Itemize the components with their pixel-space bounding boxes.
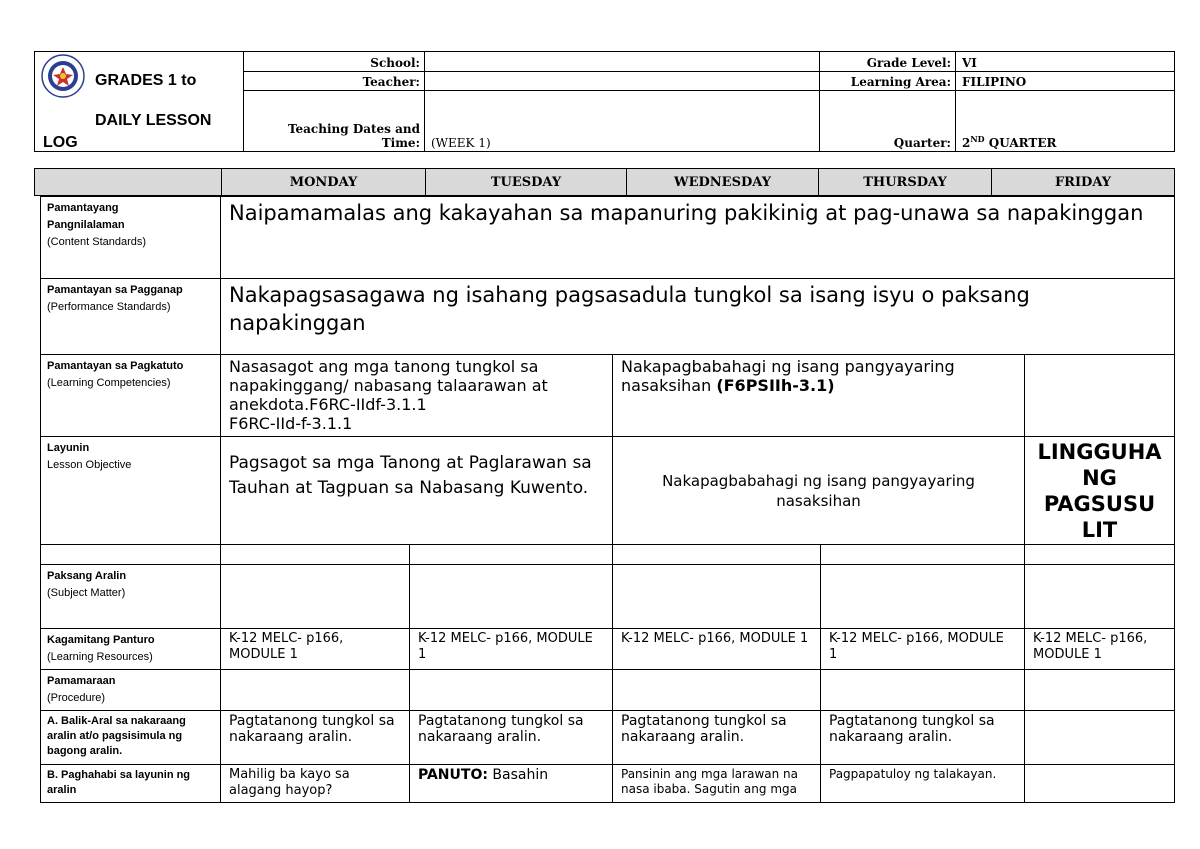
days-corner-cell: [35, 169, 222, 196]
content-standards-row: [41, 197, 1175, 279]
competencies-friday[interactable]: [1025, 355, 1175, 437]
lesson-objective-label: Layunin Lesson Objective: [41, 437, 221, 545]
day-monday: MONDAY: [222, 169, 426, 196]
blank-cell[interactable]: [821, 545, 1025, 565]
grade-level-value[interactable]: VI: [956, 52, 1175, 72]
objective-wed-thu[interactable]: Nakapagbabahagi ng isang pangyayaring nasaksihan: [613, 437, 1025, 545]
resources-fri[interactable]: K-12 MELC- p166, MODULE 1: [1025, 629, 1175, 670]
balik-aral-fri[interactable]: [1025, 711, 1175, 765]
school-label: School:: [244, 52, 425, 72]
balik-aral-tue[interactable]: Pagtatanong tungkol sa nakaraang aralin.: [410, 711, 613, 765]
learning-resources-label: Kagamitang Panturo (Learning Resources): [41, 629, 221, 670]
balik-aral-thu[interactable]: Pagtatanong tungkol sa nakaraang aralin.: [821, 711, 1025, 765]
learning-competencies-label: Pamantayan sa Pagkatuto (Learning Competencies): [41, 355, 221, 437]
quarter-number: 2: [962, 136, 971, 150]
blank-cell[interactable]: [613, 545, 821, 565]
day-tuesday: TUESDAY: [426, 169, 627, 196]
teaching-dates-label: [244, 91, 425, 152]
competencies-mon-tue[interactable]: Nasasagot ang mga tanong tungkol sa napakinggang/ nabasang talaarawan at anekdota.F6RC-IIdf-3.1.1 F6RC-IId-f-3.1.1: [221, 355, 613, 437]
deped-seal-icon: [41, 54, 85, 98]
procedure-row: [41, 670, 1175, 711]
resources-wed[interactable]: K-12 MELC- p166, MODULE 1: [613, 629, 821, 670]
resources-mon[interactable]: K-12 MELC- p166, MODULE 1: [221, 629, 410, 670]
subject-matter-label: Paksang Aralin (Subject Matter): [41, 565, 221, 629]
subject-fri[interactable]: [1025, 565, 1175, 629]
teaching-dates-label-line2: Time:: [381, 136, 420, 150]
title-line-2: DAILY LESSON: [95, 112, 212, 129]
paghahabi-tue[interactable]: [410, 765, 613, 803]
subject-wed[interactable]: [613, 565, 821, 629]
content-standards-label: Pamantayang Pangnilalaman (Content Standards): [41, 197, 221, 279]
friday-line-4: LIT: [1081, 517, 1118, 542]
blank-cell: [41, 545, 221, 565]
friday-line-3: PAGSUSU: [1043, 491, 1156, 516]
blank-cell[interactable]: [221, 545, 410, 565]
title-cell: [35, 52, 244, 152]
teaching-dates-label-line1: Teaching Dates and: [287, 122, 420, 136]
procedure-fri[interactable]: [1025, 670, 1175, 711]
subject-thu[interactable]: [821, 565, 1025, 629]
paghahabi-row: [41, 765, 1175, 803]
balik-aral-wed[interactable]: Pagtatanong tungkol sa nakaraang aralin.: [613, 711, 821, 765]
resources-tue[interactable]: K-12 MELC- p166, MODULE 1: [410, 629, 613, 670]
balik-aral-row: [41, 711, 1175, 765]
paghahabi-fri[interactable]: [1025, 765, 1175, 803]
header-table: [34, 51, 1175, 152]
paghahabi-label: B. Paghahabi sa layunin ng aralin: [41, 765, 221, 803]
days-header-row: [34, 168, 1175, 196]
paghahabi-thu[interactable]: Pagpapatuloy ng talakayan.: [821, 765, 1025, 803]
quarter-value[interactable]: [956, 91, 1175, 152]
performance-standards-row: [41, 279, 1175, 355]
day-wednesday: WEDNESDAY: [627, 169, 819, 196]
procedure-mon[interactable]: [221, 670, 410, 711]
procedure-tue[interactable]: [410, 670, 613, 711]
panuto-text: Basahin: [487, 767, 549, 783]
lesson-objective-row: [41, 437, 1175, 545]
lesson-log-table: [40, 196, 1175, 803]
title-line-3: LOG: [43, 134, 78, 151]
performance-standards-text[interactable]: Nakapagsasagawa ng isahang pagsasadula tungkol sa isang isyu o paksang napakinggan: [221, 279, 1175, 355]
procedure-wed[interactable]: [613, 670, 821, 711]
school-value[interactable]: [425, 52, 820, 72]
paghahabi-wed[interactable]: Pansinin ang mga larawan na nasa ibaba. Sagutin ang mga: [613, 765, 821, 803]
quarter-word: QUARTER: [988, 136, 1057, 150]
friday-line-2: NG: [1082, 465, 1117, 490]
blank-row: [41, 545, 1175, 565]
objective-mon-tue[interactable]: Pagsagot sa mga Tanong at Paglarawan sa Tauhan at Tagpuan sa Nabasang Kuwento.: [221, 437, 613, 545]
teacher-value[interactable]: [425, 72, 820, 91]
objective-friday[interactable]: [1025, 437, 1175, 545]
blank-cell[interactable]: [410, 545, 613, 565]
teacher-label: Teacher:: [244, 72, 425, 91]
day-thursday: THURSDAY: [819, 169, 992, 196]
procedure-thu[interactable]: [821, 670, 1025, 711]
paghahabi-mon[interactable]: Mahilig ba kayo sa alagang hayop?: [221, 765, 410, 803]
balik-aral-label: A. Balik-Aral sa nakaraang aralin at/o pagsisimula ng bagong aralin.: [41, 711, 221, 765]
day-friday: FRIDAY: [992, 169, 1175, 196]
quarter-suffix: ND: [970, 134, 985, 144]
title-line-1: GRADES 1 to: [95, 72, 197, 89]
grade-level-label: Grade Level:: [820, 52, 956, 72]
subject-tue[interactable]: [410, 565, 613, 629]
quarter-label: Quarter:: [820, 91, 956, 152]
resources-thu[interactable]: K-12 MELC- p166, MODULE 1: [821, 629, 1025, 670]
subject-matter-row: [41, 565, 1175, 629]
competencies-wed-thu[interactable]: Nakapagbabahagi ng isang pangyayaring nasaksihan (F6PSIIh-3.1): [613, 355, 1025, 437]
performance-standards-label: Pamantayan sa Pagganap (Performance Standards): [41, 279, 221, 355]
teaching-dates-value[interactable]: (WEEK 1): [425, 91, 820, 152]
blank-cell[interactable]: [1025, 545, 1175, 565]
learning-area-label: Learning Area:: [820, 72, 956, 91]
content-standards-text[interactable]: Naipamamalas ang kakayahan sa mapanuring pakikinig at pag-unawa sa napakinggan: [221, 197, 1175, 279]
learning-resources-row: [41, 629, 1175, 670]
procedure-label: Pamamaraan (Procedure): [41, 670, 221, 711]
panuto-label: PANUTO:: [418, 767, 488, 783]
subject-mon[interactable]: [221, 565, 410, 629]
balik-aral-mon[interactable]: Pagtatanong tungkol sa nakaraang aralin.: [221, 711, 410, 765]
learning-area-value[interactable]: FILIPINO: [956, 72, 1175, 91]
learning-competencies-row: [41, 355, 1175, 437]
friday-line-1: LINGGUHA: [1037, 439, 1162, 464]
